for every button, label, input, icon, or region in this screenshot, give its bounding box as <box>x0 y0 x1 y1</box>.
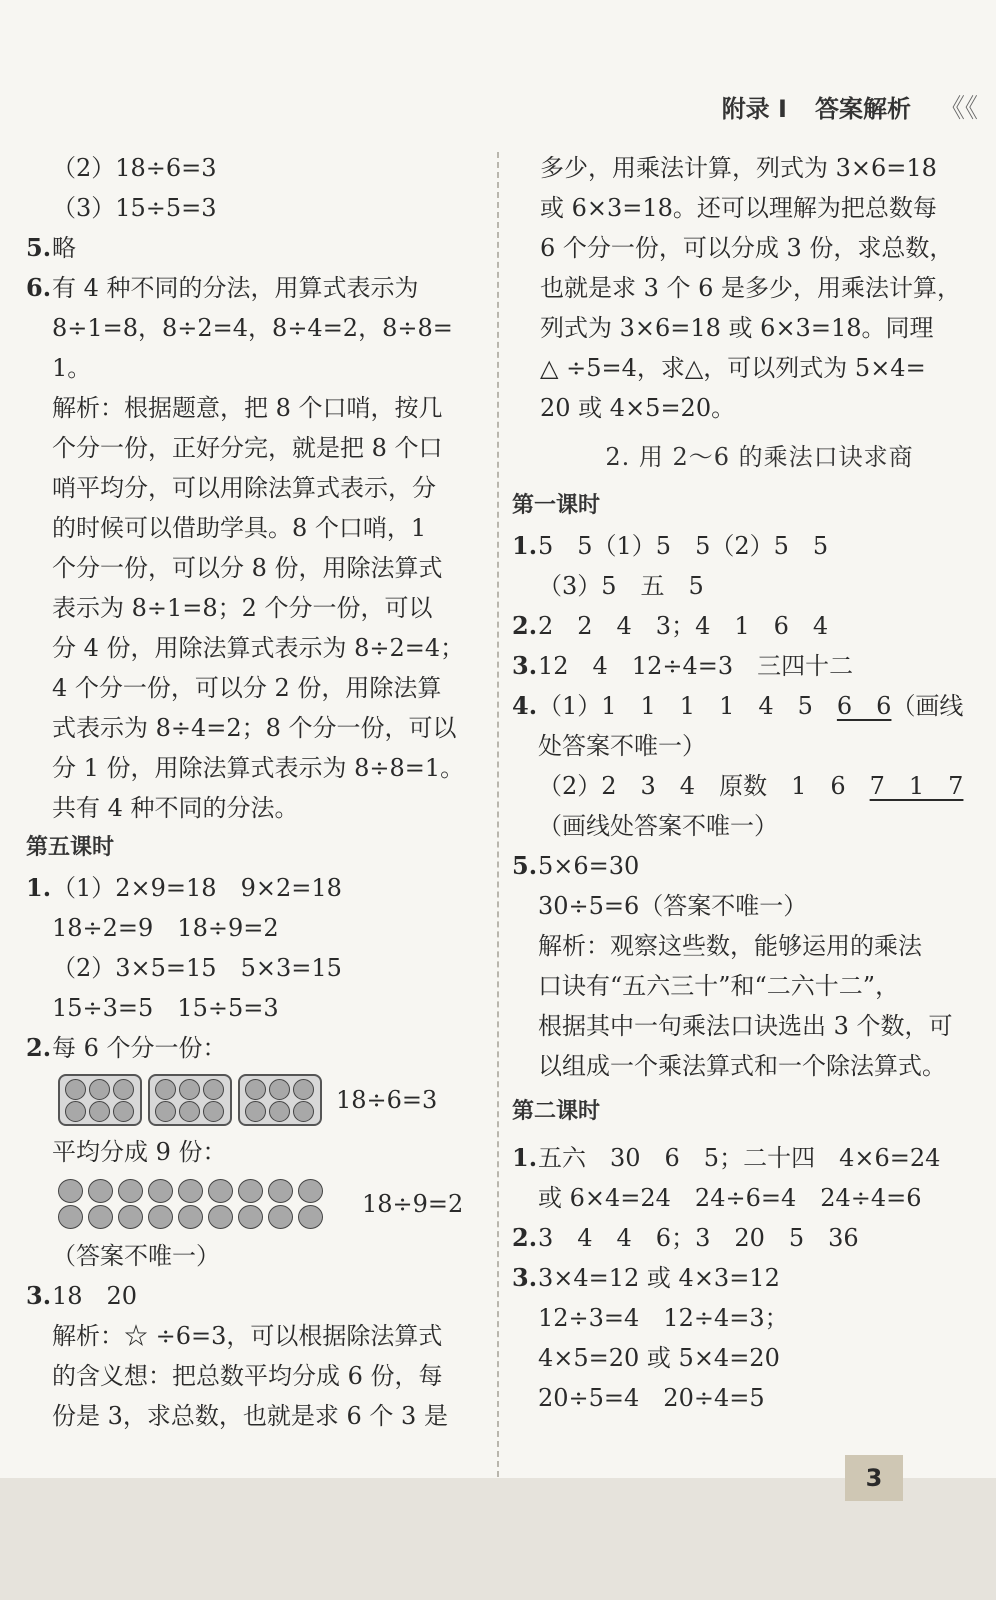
question-1 <box>512 1138 967 1178</box>
answer-line: 15÷3=5 15÷5=3 <box>52 994 279 1022</box>
analysis-line: 20 或 4×5=20。 <box>540 394 736 422</box>
question-number: 2. <box>26 1033 52 1062</box>
answer-text: 3×4=12 或 4×3=12 <box>538 1264 780 1292</box>
question-3 <box>512 1258 967 1298</box>
answer-line: 1。 <box>52 354 92 382</box>
underlined-answer: 6 6 <box>836 692 892 720</box>
analysis-line: 以组成一个乘法算式和一个除法算式。 <box>538 1052 946 1080</box>
page-header <box>722 88 978 125</box>
analysis-line: 的时候可以借助学具。8 个口哨，1 <box>52 514 427 542</box>
answer-text: 略 <box>52 234 76 262</box>
answer-text: 每 6 个分一份： <box>52 1034 227 1062</box>
question-number: 3. <box>512 1263 538 1292</box>
answer-line: 18÷2=9 18÷9=2 <box>52 914 279 942</box>
equation: 18÷6=3 <box>336 1086 438 1114</box>
question-number: 5. <box>512 851 538 880</box>
answer-text: （画线 <box>891 692 964 720</box>
answer-text: 有 4 种不同的分法，用算式表示为 <box>52 274 419 302</box>
analysis-line: 份是 3，求总数，也就是求 6 个 3 是 <box>52 1402 448 1430</box>
analysis-line: 解析：观察这些数，能够运用的乘法 <box>538 932 922 960</box>
question-number: 3. <box>26 1281 52 1310</box>
analysis-line: 解析：☆ ÷6=3，可以根据除法算式 <box>52 1322 443 1350</box>
analysis-line: 分 1 份，用除法算式表示为 8÷8=1。 <box>52 754 465 782</box>
analysis-line: 根据其中一句乘法口诀选出 3 个数，可 <box>538 1012 953 1040</box>
analysis-line: 的含义想：把总数平均分成 6 份，每 <box>52 1362 443 1390</box>
answer-line: （画线处答案不唯一） <box>538 812 778 840</box>
answer-text: （1）2×9=18 9×2=18 <box>52 874 342 902</box>
question-number: 1. <box>512 531 538 560</box>
answer-line: 12÷3=4 12÷4=3； <box>538 1304 789 1332</box>
answer-text: （1）1 1 1 1 4 5 <box>538 692 837 720</box>
question-4 <box>512 686 967 726</box>
grouping-figure-9 <box>26 1172 476 1236</box>
answer-text: 18 20 <box>52 1282 138 1310</box>
analysis-line: 共有 4 种不同的分法。 <box>52 794 299 822</box>
analysis-line: 个分一份，可以分 8 份，用除法算式 <box>52 554 443 582</box>
analysis-line: 解析：根据题意，把 8 个口哨，按几 <box>52 394 443 422</box>
group-box <box>148 1074 232 1126</box>
analysis-line: 口诀有“五六三十”和“二六十二”， <box>538 972 900 1000</box>
answer-text: 12 4 12÷4=3 三四十二 <box>538 652 854 680</box>
answer-line: （3）5 五 5 <box>538 572 704 600</box>
analysis-line: 或 6×3=18。还可以理解为把总数每 <box>540 194 937 222</box>
question-2 <box>512 606 967 646</box>
question-number: 1. <box>512 1143 538 1172</box>
question-number: 2. <box>512 611 538 640</box>
question-5 <box>26 228 476 268</box>
group-box <box>58 1074 142 1126</box>
analysis-line: 4 个分一份，可以分 2 份，用除法算 <box>52 674 442 702</box>
analysis-line: △ ÷5=4，求△，可以列式为 5×4= <box>540 354 926 382</box>
analysis-line: 表示为 8÷1=8；2 个分一份，可以 <box>52 594 433 622</box>
question-2 <box>26 1028 476 1068</box>
page-number: 3 <box>845 1455 903 1501</box>
answer-line: （2）18÷6=3 <box>52 154 217 182</box>
answer-line <box>512 766 967 806</box>
answer-line: 平均分成 9 份： <box>52 1138 227 1166</box>
answer-text: 3 4 4 6；3 20 5 36 <box>538 1224 859 1252</box>
answer-line: （答案不唯一） <box>52 1242 220 1270</box>
question-number: 5. <box>26 233 52 262</box>
analysis-line: 式表示为 8÷4=2；8 个分一份，可以 <box>52 714 457 742</box>
answer-line: 或 6×4=24 24÷6=4 24÷4=6 <box>538 1184 922 1212</box>
answer-text: 五六 30 6 5；二十四 4×6=24 <box>538 1144 941 1172</box>
answer-line: （3）15÷5=3 <box>52 194 217 222</box>
analysis-line: 列式为 3×6=18 或 6×3=18。同理 <box>540 314 934 342</box>
section-heading: 第五课时 <box>26 835 115 860</box>
question-1 <box>26 868 476 908</box>
answer-line: 处答案不唯一） <box>538 732 706 760</box>
analysis-line: 分 4 份，用除法算式表示为 8÷2=4； <box>52 634 465 662</box>
question-3 <box>512 646 967 686</box>
question-number: 4. <box>512 691 538 720</box>
question-6 <box>26 268 476 308</box>
dots-grid <box>58 1179 326 1229</box>
answer-text: 5 5（1）5 5（2）5 5 <box>538 532 829 560</box>
answer-text: 5×6=30 <box>538 852 640 880</box>
question-number: 2. <box>512 1223 538 1252</box>
answer-line: 8÷1=8，8÷2=4，8÷4=2，8÷8= <box>52 314 453 342</box>
equation: 18÷9=2 <box>362 1190 464 1218</box>
section-heading: 第一课时 <box>512 493 601 518</box>
section-heading: 第二课时 <box>512 1099 601 1124</box>
answer-line: 4×5=20 或 5×4=20 <box>538 1344 780 1372</box>
answer-line: 20÷5=4 20÷4=5 <box>538 1384 765 1412</box>
section-title: 2. 用 2～6 的乘法口诀求商 <box>605 443 914 471</box>
answer-line: （2）3×5=15 5×3=15 <box>52 954 342 982</box>
question-number: 6. <box>26 273 52 302</box>
analysis-line: 个分一份，正好分完，就是把 8 个口 <box>52 434 443 462</box>
right-column <box>512 148 967 1418</box>
analysis-line: 多少，用乘法计算，列式为 3×6=18 <box>540 154 937 182</box>
column-divider <box>497 152 499 1477</box>
question-1 <box>512 526 967 566</box>
answer-line: 30÷5=6（答案不唯一） <box>538 892 808 920</box>
chevron-icon: 《《 <box>938 94 978 124</box>
answer-text: 2 2 4 3；4 1 6 4 <box>538 612 829 640</box>
question-2 <box>512 1218 967 1258</box>
question-5 <box>512 846 967 886</box>
analysis-line: 也就是求 3 个 6 是多少，用乘法计算， <box>540 274 962 302</box>
question-number: 3. <box>512 651 538 680</box>
answer-text: （2）2 3 4 原数 1 6 <box>538 772 870 800</box>
grouping-figure-6 <box>26 1068 476 1132</box>
analysis-line: 6 个分一份，可以分成 3 份，求总数， <box>540 234 954 262</box>
underlined-answer: 7 1 7 <box>869 772 964 800</box>
group-box <box>238 1074 322 1126</box>
appendix-label: 附录 I <box>721 95 787 123</box>
question-number: 1. <box>26 873 52 902</box>
left-column <box>26 148 476 1436</box>
question-3 <box>26 1276 476 1316</box>
analysis-line: 哨平均分，可以用除法算式表示，分 <box>52 474 436 502</box>
header-title: 答案解析 <box>814 95 911 123</box>
